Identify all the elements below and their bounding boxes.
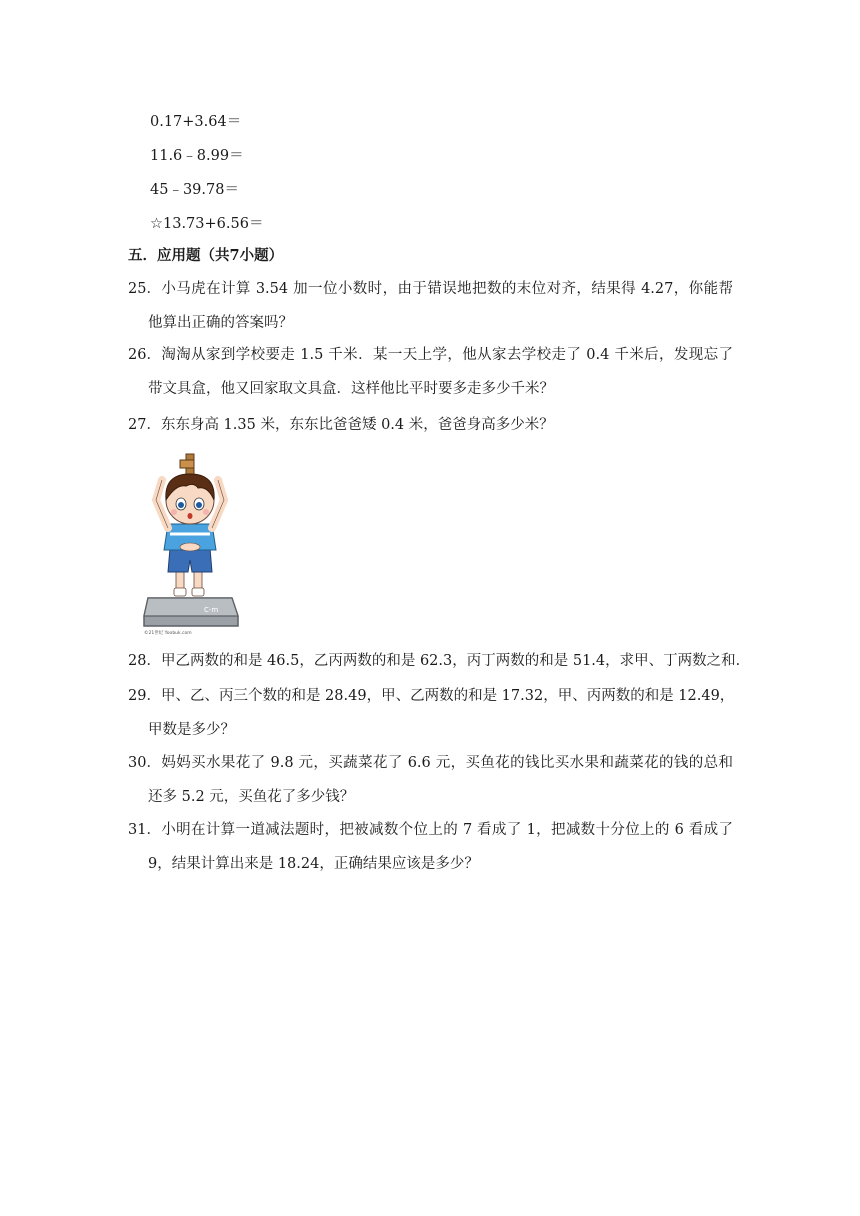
calc-line-3: 45﹣39.78＝ xyxy=(150,182,239,198)
question-line-2: 9，结果计算出来是 18.24，正确结果应该是多少？ xyxy=(148,856,479,872)
question-30 xyxy=(128,746,733,814)
question-line-1 xyxy=(128,679,733,713)
question-number: 30． xyxy=(128,755,161,771)
question-28 xyxy=(128,644,751,678)
question-text: 淘淘从家到学校要走 1.5 千米．某一天上学，他从家去学校走了 0.4 千米后，发现忘了 xyxy=(160,347,733,363)
scale-label: C-m xyxy=(204,606,219,614)
question-number: 28． xyxy=(128,653,161,669)
question-line-2: 还多 5.2 元，买鱼花了多少钱？ xyxy=(148,789,355,805)
calc-line-2: 11.6﹣8.99＝ xyxy=(150,148,244,164)
question-text: 甲乙两数的和是 46.5，乙丙两数的和是 62.3，丙丁两数的和是 51.4，求甲、丁两数之和． xyxy=(160,653,751,669)
question-line-2: 甲数是多少？ xyxy=(148,722,235,738)
question-text: 小马虎在计算 3.54 加一位小数时，由于错误地把数的末位对齐，结果得 4.27，你能帮 xyxy=(160,281,733,297)
question-text: 妈妈买水果花了 9.8 元，买蔬菜花了 6.6 元，买鱼花的钱比买水果和蔬菜花的钱的总和 xyxy=(160,755,733,771)
question-text: 甲、乙、丙三个数的和是 28.49，甲、乙两数的和是 17.32，甲、丙两数的和是 12.49， xyxy=(160,688,735,704)
question-29 xyxy=(128,679,733,747)
boy-on-scale-illustration xyxy=(140,448,242,636)
question-text: 小明在计算一道减法题时，把被减数个位上的 7 看成了 1，把减数十分位上的 6 看成了 xyxy=(160,822,733,838)
question-number: 26． xyxy=(128,347,161,363)
question-line-1 xyxy=(128,272,733,306)
question-line-1 xyxy=(128,813,733,847)
question-text: 东东身高 1.35 米，东东比爸爸矮 0.4 米，爸爸身高多少米？ xyxy=(160,417,554,433)
question-number: 31． xyxy=(128,822,161,838)
calc-line-4: ☆13.73+6.56＝ xyxy=(150,216,264,232)
question-25 xyxy=(128,272,733,340)
question-number: 29． xyxy=(128,688,161,704)
question-number: 27． xyxy=(128,417,161,433)
question-line-1 xyxy=(128,338,733,372)
image-watermark: ©21世纪 Yoobuk.com xyxy=(144,631,192,636)
calc-line-1: 0.17+3.64＝ xyxy=(150,114,242,130)
question-line-2: 带文具盒，他又回家取文具盒．这样他比平时要多走多少千米？ xyxy=(148,381,554,397)
question-27 xyxy=(128,408,733,442)
question-line-1 xyxy=(128,408,733,442)
question-26 xyxy=(128,338,733,406)
question-number: 25． xyxy=(128,281,161,297)
section-title: 五．应用题（共7小题） xyxy=(128,247,284,264)
question-line-1 xyxy=(128,644,751,678)
question-31 xyxy=(128,813,733,881)
boy-on-scale-image xyxy=(140,448,242,636)
question-line-2: 他算出正确的答案吗？ xyxy=(148,315,293,331)
question-line-1 xyxy=(128,746,733,780)
